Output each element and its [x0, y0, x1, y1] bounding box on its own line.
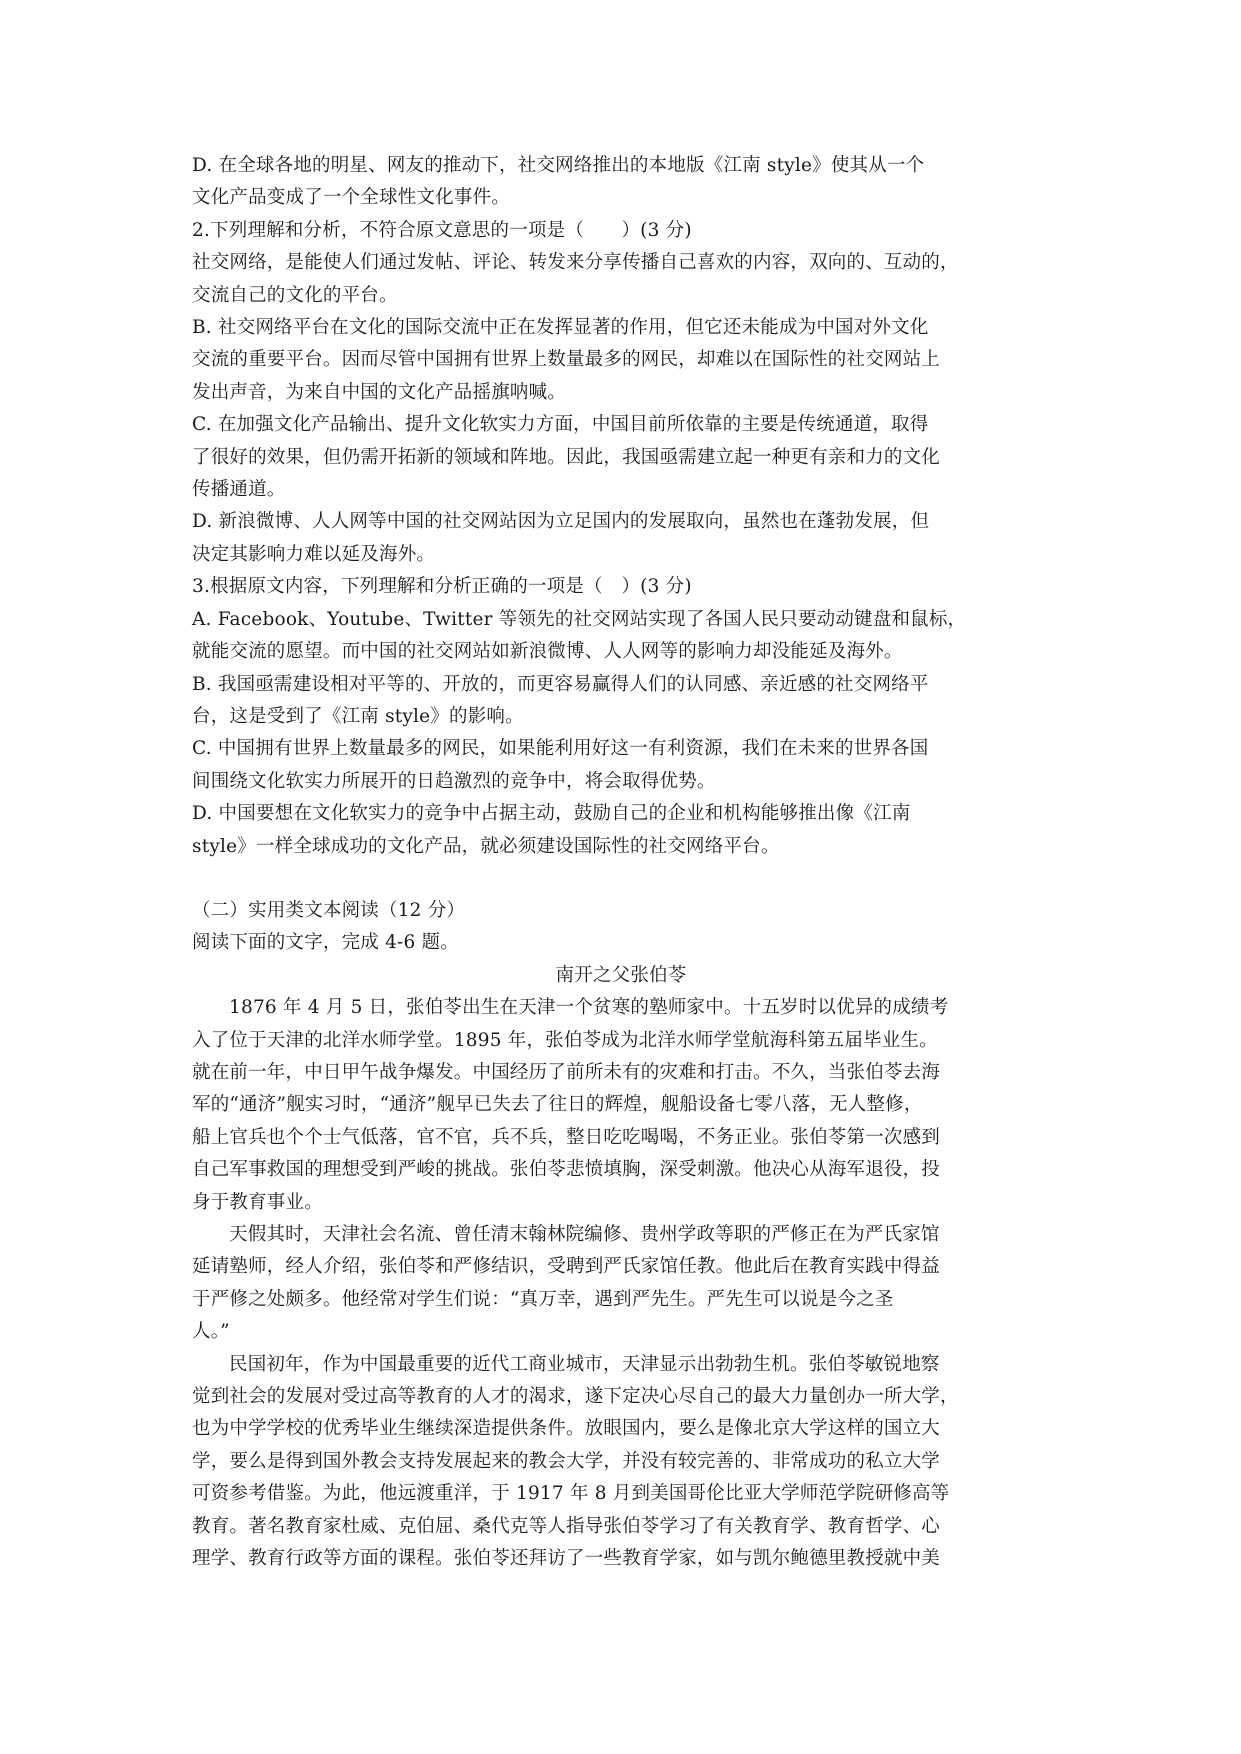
text-line: D. 新浪微博、人人网等中国的社交网站因为立足国内的发展取向，虽然也在蓬勃发展，但: [192, 511, 930, 533]
paragraph-3: [192, 1349, 1050, 1576]
option-a: [192, 604, 1050, 669]
text-line: 延请塾师，经人介绍，张伯苓和严修结识，受聘到严氏家馆任教。他此后在教育实践中得益: [192, 1256, 941, 1278]
text-line: 发出声音，为来自中国的文化产品摇旗呐喊。: [192, 381, 567, 403]
text-line: 教育。著名教育家杜威、克伯屈、桑代克等人指导张伯苓学习了有关教育学、教育哲学、心: [192, 1515, 941, 1537]
section-spacer: [192, 863, 1050, 895]
text-line: 文化产品变成了一个全球性文化事件。: [192, 187, 510, 209]
option-d: [192, 506, 1050, 571]
question-stem: 2.下列理解和分析，不符合原文意思的一项是（ ）(3 分): [192, 219, 692, 241]
paragraph-2: [192, 1219, 1050, 1349]
option-c: [192, 409, 1050, 506]
text-line: 决定其影响力难以延及海外。: [192, 543, 436, 565]
text-line: 自己军事救国的理想受到严峻的挑战。张伯苓悲愤填胸，深受刺激。他决心从海军退役，投: [192, 1159, 941, 1181]
paragraph-1: [192, 992, 1050, 1219]
section-instruction: 阅读下面的文字，完成 4-6 题。: [192, 932, 459, 954]
text-line: 天假其时，天津社会名流、曾任清末翰林院编修、贵州学政等职的严修正在为严氏家馆: [229, 1224, 940, 1245]
text-line: style》一样全球成功的文化产品，就必须建设国际性的社交网络平台。: [192, 835, 780, 857]
text-line: 学，要么是得到国外教会支持发展起来的教会大学，并没有较完善的、非常成功的私立大学: [192, 1450, 941, 1472]
text-line: 传播通道。: [192, 479, 286, 501]
section-2: [192, 895, 1050, 1576]
text-line: 间围绕文化软实力所展开的日趋激烈的竞争中，将会取得优势。: [192, 770, 716, 792]
text-line: B. 社交网络平台在文化的国际交流中正在发挥显著的作用，但它还未能成为中国对外文化: [192, 317, 929, 339]
text-line: A. Facebook、Youtube、Twitter 等领先的社交网站实现了各国人民只要动动键盘和鼠标，: [192, 608, 967, 630]
text-line: 了很好的效果，但仍需开拓新的领域和阵地。因此，我国亟需建立起一种更有亲和力的文化: [192, 446, 941, 468]
option-d: [192, 798, 1050, 863]
text-line: 交流自己的文化的平台。: [192, 284, 398, 306]
text-line: C. 中国拥有世界上数量最多的网民，如果能利用好这一有利资源，我们在未来的世界各国: [192, 738, 929, 760]
text-line: 1876 年 4 月 5 日，张伯苓出生在天津一个贫寒的塾师家中。十五岁时以优异的成绩考: [229, 997, 949, 1019]
text-line: 就在前一年，中日甲午战争爆发。中国经历了前所未有的灾难和打击。不久，当张伯苓去海: [192, 1061, 941, 1083]
text-line: C. 在加强文化产品输出、提升文化软实力方面，中国目前所依靠的主要是传统通道，取得: [192, 414, 929, 436]
text-line: 交流的重要平台。因而尽管中国拥有世界上数量最多的网民，却难以在国际性的社交网站上: [192, 349, 941, 371]
article-title: 南开之父张伯苓: [555, 964, 687, 986]
text-line: 身于教育事业。: [192, 1191, 323, 1213]
text-line: D. 在全球各地的明星、网友的推动下，社交网络推出的本地版《江南 style》使其从一个: [192, 155, 925, 176]
text-line: 军的“通济”舰实习时，“通济”舰早已失去了往日的辉煌，舰船设备七零八落，无人整修，: [192, 1094, 923, 1116]
text-line: 理学、教育行政等方面的课程。张伯苓还拜访了一些教育学家，如与凯尔鲍德里教授就中美: [192, 1548, 941, 1570]
text-line: 可资参考借鉴。为此，他远渡重洋，于 1917 年 8 月到美国哥伦比亚大学师范学院研修高等: [192, 1483, 950, 1505]
exam-page: [192, 150, 1050, 1575]
question-1-option-d: [192, 150, 1050, 215]
text-line: 也为中学学校的优秀毕业生继续深造提供条件。放眼国内，要么是像北京大学这样的国立大: [192, 1418, 941, 1440]
text-line: 就能交流的愿望。而中国的社交网站如新浪微博、人人网等的影响力却没能延及海外。: [192, 641, 903, 663]
text-line: 人。”: [192, 1321, 230, 1343]
option-b: [192, 312, 1050, 409]
text-line: B. 我国亟需建设相对平等的、开放的，而更容易赢得人们的认同感、亲近感的社交网络平: [192, 673, 929, 695]
text-line: 于严修之处颇多。他经常对学生们说：“真万幸，遇到严先生。严先生可以说是今之圣: [192, 1288, 894, 1310]
text-line: 民国初年，作为中国最重要的近代工商业城市，天津显示出勃勃生机。张伯苓敏锐地察: [229, 1353, 940, 1375]
text-line: 入了位于天津的北洋水师学堂。1895 年，张伯苓成为北洋水师学堂航海科第五届毕业生。: [192, 1029, 938, 1051]
text-line: 船上官兵也个个士气低落，官不官，兵不兵，整日吃吃喝喝，不务正业。张伯苓第一次感到: [192, 1126, 941, 1148]
text-line: 台，这是受到了《江南 style》的影响。: [192, 705, 524, 727]
section-heading: （二）实用类文本阅读（12 分）: [192, 899, 466, 921]
text-line: D. 中国要想在文化软实力的竞争中占据主动，鼓励自己的企业和机构能够推出像《江南: [192, 803, 911, 825]
text-line: 社交网络，是能使人们通过发帖、评论、转发来分享传播自己喜欢的内容，双向的、互动的，: [192, 252, 959, 274]
question-2: [192, 215, 1050, 571]
option-a: [192, 247, 1050, 312]
question-3: [192, 571, 1050, 863]
question-stem: 3.根据原文内容，下列理解和分析正确的一项是（ ）(3 分): [192, 576, 692, 598]
option-b: [192, 669, 1050, 734]
option-c: [192, 733, 1050, 798]
text-line: 觉到社会的发展对受过高等教育的人才的渴求，遂下定决心尽自己的最大力量创办一所大学，: [192, 1386, 959, 1408]
